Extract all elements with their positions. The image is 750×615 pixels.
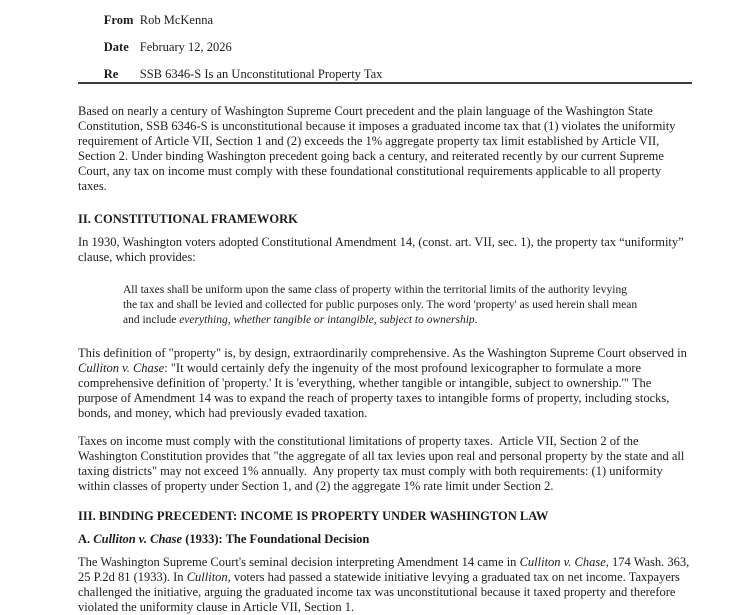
blockquote-italic-text: everything, whether tangible or intangible, subject to ownership — [179, 314, 475, 326]
section-heading-binding-precedent: III. BINDING PRECEDENT: INCOME IS PROPERTY UNDER WASHINGTON LAW — [78, 509, 549, 523]
subsection-heading-culliton — [78, 532, 692, 547]
blockquote-text: All taxes shall be uniform upon the same class of property within the territorial limits of the authority levying the tax and shall be levied and collected for public purposes only. The word 'property' as used herein shall mean and include — [123, 284, 641, 326]
subsection-case-name: Culliton v. Chase — [93, 532, 183, 546]
memo-re-label: Re — [103, 67, 119, 81]
subsection-letter: A. — [78, 532, 94, 546]
culliton-text-2: , 174 Wash. 363, 25 P.2d 81 (1933). In — [78, 555, 693, 584]
section-heading-constitutional-framework: II. CONSTITUTIONAL FRAMEWORK — [78, 212, 298, 226]
culliton-text-1: The Washington Supreme Court's seminal decision interpreting Amendment 14 came in — [78, 555, 520, 569]
memo-re-value: SSB 6346-S Is an Unconstitutional Property Tax — [139, 67, 383, 81]
memo-row-re — [78, 55, 692, 81]
memo-from-label: From — [103, 13, 134, 27]
culliton-text-3: , voters had passed a statewide initiative levying a graduated tax on net income. Taxpayers challenged the initiative, arguing the graduated income tax was unconstitutional because it taxed property and therefore violated the uniformity clause in Article VII, Section 1. — [78, 570, 684, 614]
memo-date-label: Date — [103, 40, 129, 54]
subsection-title-text: (1933): The Foundational Decision — [182, 532, 370, 546]
culliton-paragraph — [78, 555, 692, 615]
culliton-case-citation: Culliton v. Chase — [519, 555, 606, 569]
memo-row-from — [78, 1, 692, 27]
definition-text-2: : "It would certainly defy the ingenuity of the most profound lexicographer to formulate a more comprehensive definition of 'property.' It is 'everything, whether tangible or intangible, subject to ownership.'" The purpose of Amendment 14 was to expand the reach of property taxes to intangible forms of property, including stocks, bonds, and money, which had previously evaded taxation. — [78, 361, 673, 420]
limits-paragraph: Taxes on income must comply with the constitutional limitations of property taxes. Article VII, Section 2 of the Washington Constitution provides that "the aggregate of all tax levies upon real and personal property by the state and all taxing districts" may not exceed 1% annually. Any property tax must comply with both requirements: (1) uniformity within classes of property under Section 1, and (2) the aggregate 1% rate limit under Section 2. — [78, 434, 688, 493]
amendment-paragraph: In 1930, Washington voters adopted Constitutional Amendment 14, (const. art. VII, sec. 1), the property tax “uniformity” clause, which provides: — [78, 235, 687, 264]
constitution-blockquote — [123, 283, 643, 328]
memo-header — [78, 1, 692, 81]
memo-from-value: Rob McKenna — [139, 13, 213, 27]
intro-paragraph: Based on nearly a century of Washington Supreme Court precedent and the plain language of the Washington State Constitution, SSB 6346-S is unconstitutional because it imposes a graduated income tax that (1) violates the uniformity requirement of Article VII, Section 1 and (2) exceeds the 1% aggregate property tax limit established by Article VII, Section 2. Under binding Washington precedent going back a century, and reiterated recently by our current Supreme Court, any tax on income must comply with these foundational constitutional requirements applicable to all property taxes. — [78, 104, 679, 193]
memo-row-date — [78, 28, 692, 54]
case-citation-culliton: Culliton v. Chase — [78, 361, 165, 375]
memo-date-value: February 12, 2026 — [139, 40, 232, 54]
definition-paragraph — [78, 346, 692, 421]
culliton-short-citation: Culliton — [186, 570, 228, 584]
definition-text-1: This definition of "property" is, by design, extraordinarily comprehensive. As the Washington Supreme Court observed in — [78, 346, 690, 360]
blockquote-period: . — [474, 314, 478, 326]
memo-divider-rule — [78, 82, 692, 84]
